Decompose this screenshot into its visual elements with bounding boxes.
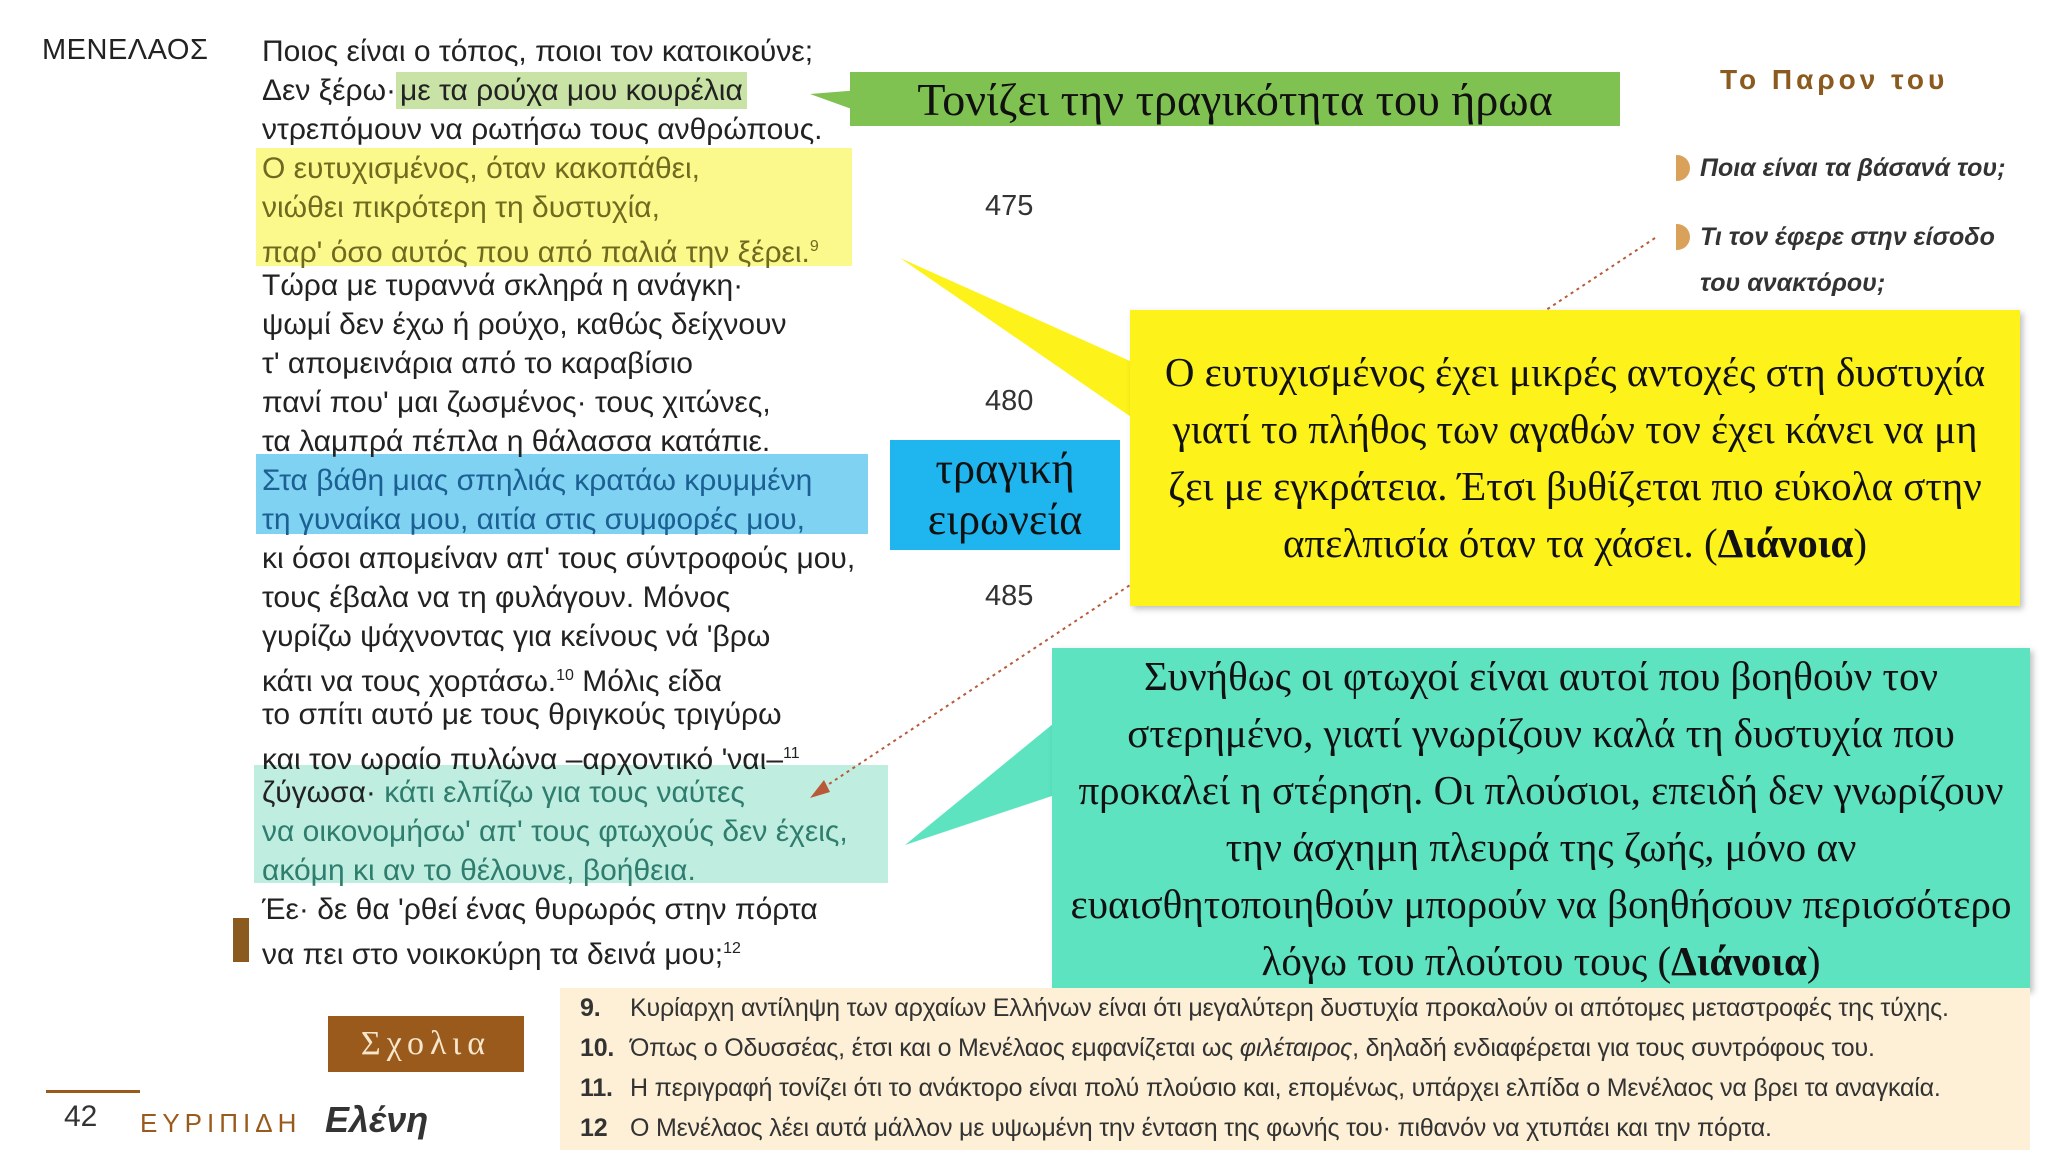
callout-body: Ο ευτυχισμένος έχει μικρές αντοχές στη δυστυχία γιατί το πλήθος των αγαθών τον έχει κάνει να μη ζει με εγκράτεια. Έτσι βυθίζεται πιο εύκολα στην απελπισία όταν τα χάσει. ( (1164, 349, 1986, 566)
poem-line: να οικονομήσω' απ' τους φτωχούς δεν έχεις, (262, 815, 848, 848)
footnote-number: 11. (580, 1074, 613, 1102)
sidebar-question: Ποια είναι τα βάσανά του; (1700, 154, 2006, 182)
footnote-italic: φιλέταιρος (1239, 1034, 1353, 1062)
scholia-label: Σχολια (328, 1016, 524, 1072)
poem-line: κι όσοι απομείναν απ' τους σύντροφούς μου, (262, 542, 856, 575)
footnote-ref: 9 (809, 238, 819, 255)
poem-line: Τώρα με τυραννά σκληρά η ανάγκη· (262, 269, 744, 302)
footnote (580, 1114, 1772, 1143)
poem-line: τους έβαλα να τη φυλάγουν. Μόνος (262, 581, 731, 614)
label-line: ειρωνεία (927, 495, 1083, 544)
footnote-number: 12 (580, 1114, 608, 1142)
poem-text: παρ' όσο αυτός που από παλιά την ξέρει. (262, 236, 810, 269)
author-name: ΕΥΡΙΠΙΔΗ (140, 1108, 302, 1138)
callout-body: Συνήθως οι φτωχοί είναι αυτοί που βοηθούν τον στερημένο, γιατί γνωρίζουν καλά τη δυστυχία που προκαλεί η στέρηση. Οι πλούσιοι, επειδή δεν γνωρίζουν την άσχημη πλευρά της ζωής, μόνο αν ευαισθητοποιηθούν μπορούν να βοηθήσουν περισσότερο λόγω του πλούτου τους ( (1070, 653, 2012, 984)
footnote-text: Όπως ο Οδυσσέας, έτσι και ο Μενέλαος εμφανίζεται ως (630, 1034, 1240, 1062)
label-tragic-irony (890, 440, 1120, 550)
footnote (580, 994, 1949, 1023)
callout-yellow (1130, 310, 2020, 606)
footer-rule (46, 1090, 140, 1093)
poem-line: ντρεπόμουν να ρωτήσω τους ανθρώπους. (262, 113, 823, 146)
footnote (580, 1034, 1875, 1063)
poem-line: νιώθει πικρότερη τη δυστυχία, (262, 191, 660, 224)
poem-line: τη γυναίκα μου, αιτία στις συμφορές μου, (262, 503, 805, 536)
poem-line: τα λαμπρά πέπλα η θάλασσα κατάπιε. (262, 425, 771, 458)
poem-text: και τον ωραίο πυλώνα –αρχοντικό 'ναι– (262, 743, 784, 776)
poem-text: Μόλις είδα (573, 665, 722, 698)
page-number: 42 (64, 1100, 98, 1133)
poem-line: πανί που' μαι ζωσμένος· τους χιτώνες, (262, 386, 771, 419)
speaker-name: ΜΕΝΕΛΑΟΣ (42, 34, 209, 66)
line-number: 485 (985, 580, 1034, 612)
sidebar-question: του ανακτόρου; (1700, 269, 1886, 297)
arrow-head (810, 780, 830, 798)
label-line: τραγική (935, 444, 1075, 494)
poem-text: ζύγωσα· (262, 776, 376, 809)
footnote-text: Η περιγραφή τονίζει ότι το ανάκτορο είναι πολύ πλούσιο και, επομένως, υπάρχει ελπίδα ο Μενέλαος να βρει τα αναγκαία. (630, 1074, 1941, 1102)
teal-pointer (905, 710, 1070, 845)
callout-teal (1052, 648, 2030, 990)
callout-text (1150, 344, 2000, 572)
line-number: 475 (985, 190, 1034, 222)
poem-text: να πει στο νοικοκύρη τα δεινά μου; (262, 938, 724, 971)
yellow-pointer (900, 258, 1150, 430)
poem-highlight-green: με τα ρούχα μου κουρέλια (396, 72, 747, 109)
footnote-ref: 11 (783, 745, 800, 762)
poem-line: Ποιος είναι ο τόπος, ποιοι τον κατοικούνε; (262, 35, 814, 68)
poem-line: γυρίζω ψάχνοντας για κείνους νά 'βρω (262, 620, 771, 653)
footnote (580, 1074, 1941, 1103)
poem-line: Ο ευτυχισμένος, όταν κακοπάθει, (262, 152, 701, 185)
label-tragic-hero: Τονίζει την τραγικότητα του ήρωα (850, 72, 1620, 126)
poem-text-teal: κάτι ελπίζω για τους ναύτες (375, 776, 745, 809)
poem-line: τ' απομεινάρια από το καραβίσιο (262, 347, 693, 380)
callout-end: ) (1853, 520, 1867, 566)
footnote-text: , δηλαδή ενδιαφέρεται για τους συντρόφους του. (1352, 1034, 1875, 1062)
footnote-number: 9. (580, 994, 601, 1022)
footnote-ref: 10 (556, 667, 574, 684)
callout-end: ) (1806, 938, 1821, 984)
footnote-text: Ο Μενέλαος λέει αυτά μάλλον με υψωμένη την ένταση της φωνής του· πιθανόν να χτυπάει και την πόρτα. (630, 1114, 1772, 1142)
callout-bold: Διάνοια (1717, 520, 1854, 566)
poem-line: ψωμί δεν έχω ή ρούχο, καθώς δείχνουν (262, 308, 787, 341)
poem-line: ακόμη κι αν το θέλουνε, βοήθεια. (262, 854, 696, 887)
footnote-ref: 12 (723, 940, 741, 957)
footnote-number: 10. (580, 1034, 615, 1062)
poem-line: το σπίτι αυτό με τους θριγκούς τριγύρω (262, 698, 782, 731)
callout-bold: Διάνοια (1671, 938, 1807, 984)
footnote-text: Κυρίαρχη αντίληψη των αρχαίων Ελλήνων είναι ότι μεγαλύτερη δυστυχία προκαλούν οι απότομες μεταστροφές της τύχης. (630, 994, 1949, 1022)
poem-line: Έε· δε θα 'ρθεί ένας θυρωρός στην πόρτα (262, 893, 818, 926)
sidebar-title: Το Παρον του (1720, 64, 1949, 95)
poem-text: κάτι να τους χορτάσω. (262, 665, 557, 698)
sidebar-question: Τι τον έφερε στην είσοδο (1700, 223, 1995, 251)
callout-text (1068, 648, 2014, 990)
line-number: 480 (985, 385, 1034, 417)
work-title: Ελένη (325, 1099, 429, 1140)
poem-text: Δεν ξέρω· (262, 74, 397, 107)
poem-line: Στα βάθη μιας σπηλιάς κρατάω κρυμμένη (262, 464, 813, 497)
